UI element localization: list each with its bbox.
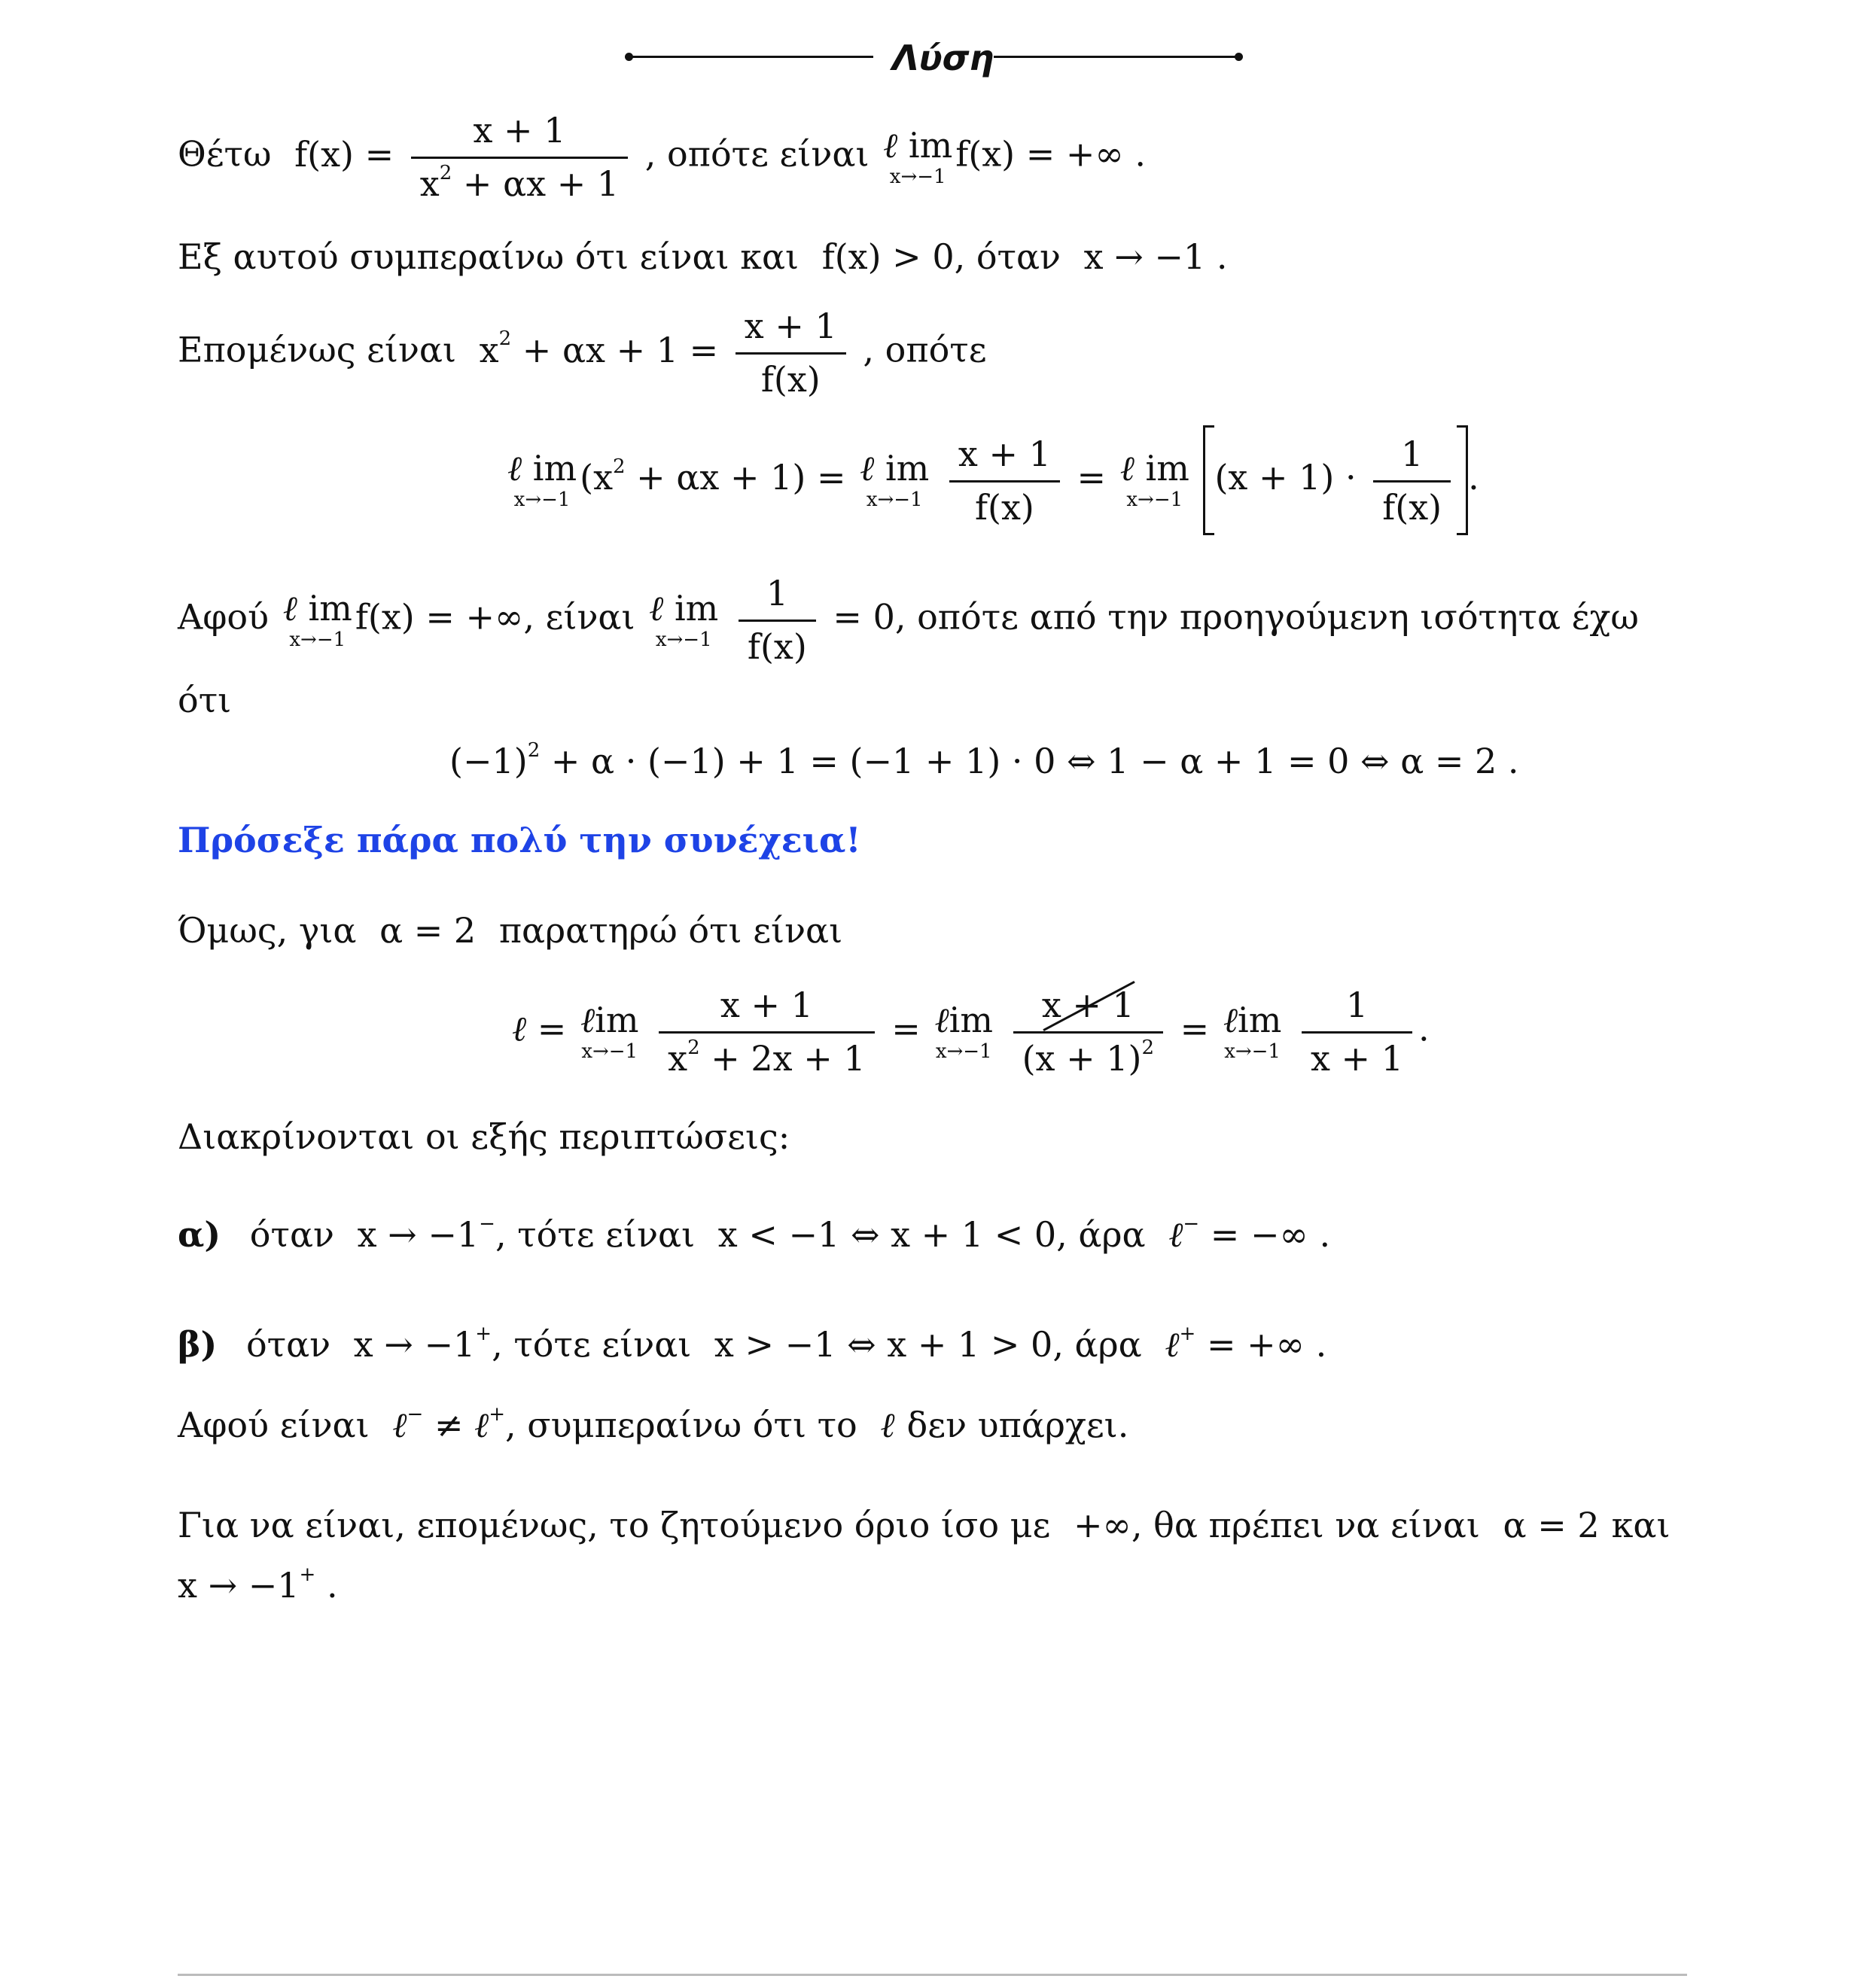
line-6: ότι (178, 680, 232, 720)
line-14: Για να είναι, επομένως, το ζητούμενο όριο ίσο με +∞, θα πρέπει να είναι α = 2 και (178, 1505, 1671, 1545)
line-2: Εξ αυτού συμπεραίνω ότι είναι και f(x) > 0, όταν x → −1 . (178, 236, 1228, 277)
case-a: α) όταν x → −1−, τότε είναι x < −1 ⇔ x + 1 < 0, άρα ℓ− = −∞ . (178, 1212, 1331, 1255)
line-7-display: $(-1)^2 + \alpha \cdot (-1) + 1 = (-1 + 1) \cdot 0$ ⇔ 1 − α + 1 = 0 ⇔ α = 2 . (449, 738, 1519, 781)
page-title: Λύση (892, 38, 994, 78)
line-10: Διακρίνονται οι εξής περιπτώσεις: (178, 1116, 790, 1157)
line-4-display: ℓ im x→−1 $(x^2 + \alpha x + 1)$ = ℓ im x→−1 $\frac{x + 1}{f(x)}$ = ℓ im x→−1 (x + 1) · $\frac{1}{f(x)}$ . (504, 425, 1479, 535)
case-b: β) όταν x → −1+, τότε είναι x > −1 ⇔ x + 1 > 0, άρα ℓ+ = +∞ . (178, 1322, 1327, 1365)
footer-rule (178, 1974, 1687, 1976)
line-13: Αφού είναι ℓ− ≠ ℓ+, συμπεραίνω ότι το ℓ δεν υπάρχει. (178, 1402, 1129, 1445)
header-left-line (629, 56, 873, 58)
fraction-f: $\frac{x + 1}{x^2 + \alpha x + 1}$ (411, 113, 628, 201)
line-9-display: ℓ = ℓim x→−1 $\frac{x + 1}{x^2 + 2x + 1}$ = ℓim x→−1 $\frac{x + 1}{(x + 1)^2}$ = ℓim x→−1 $\frac{1}{x + 1}$ . (512, 985, 1430, 1079)
line-5: Αφού ℓ im x→−1 f(x) = +∞, είναι ℓ im x→−1 $\frac{1}{f(x)}$ = 0, οπότε από την προηγούμενη ισότητα έχω (178, 573, 1639, 667)
line-15: x → −1+ . (178, 1563, 338, 1606)
header-right-dot (1235, 53, 1243, 61)
header-right-line (994, 56, 1238, 58)
line-1: Θέτω f(x) = $\frac{x + 1}{x^2 + \alpha x + 1}$ , οπότε είναι ℓ im x→−1 f(x) = +∞ . (178, 110, 1146, 204)
note-highlight: Πρόσεξε πάρα πολύ την συνέχεια! (178, 820, 861, 860)
line-3: Επομένως είναι $x^2 + \alpha x + 1$ = $\frac{x + 1}{f(x)}$ , οπότε (178, 306, 987, 400)
line-8: Όμως, για α = 2 παρατηρώ ότι είναι (178, 910, 843, 951)
